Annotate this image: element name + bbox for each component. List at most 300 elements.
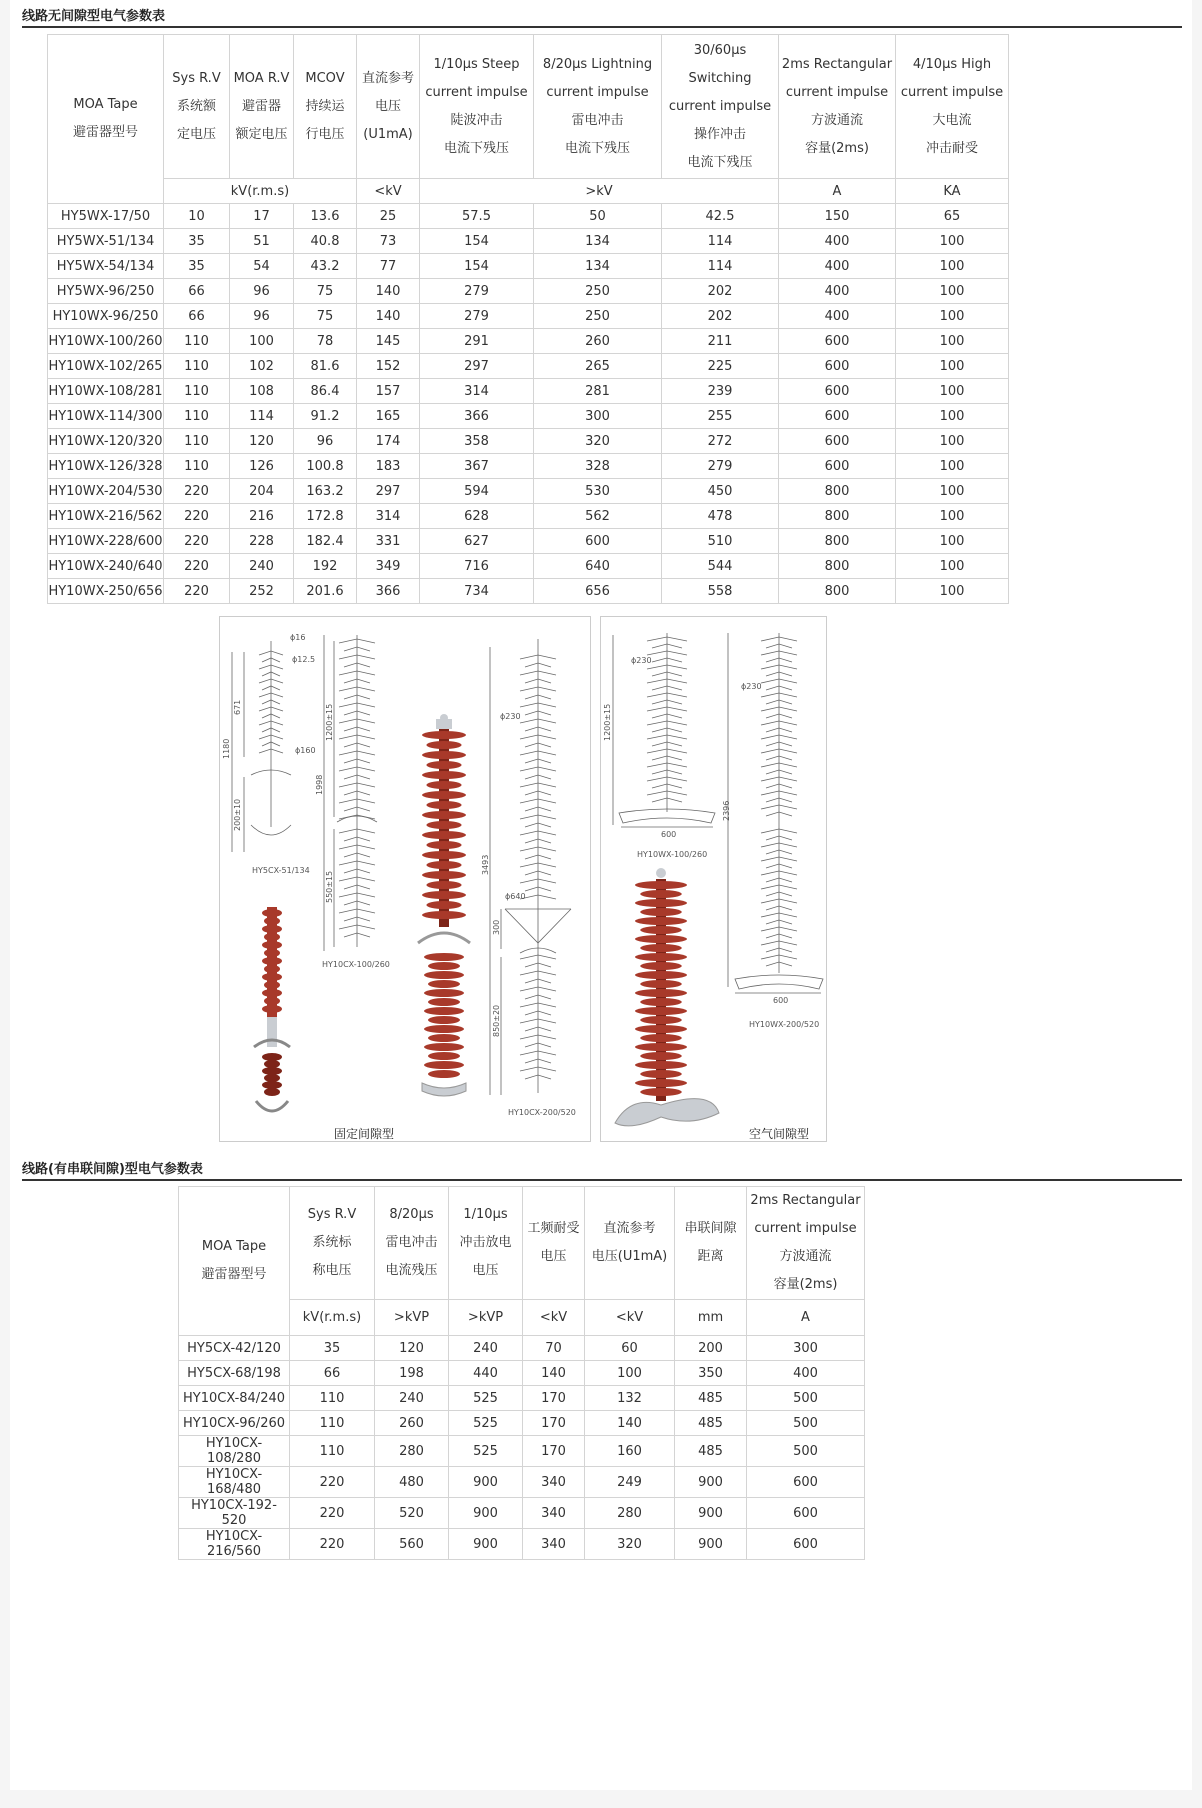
value-cell: 530	[534, 479, 662, 504]
table-body	[48, 204, 1009, 604]
value-cell: 77	[357, 254, 420, 279]
value-cell: 140	[357, 304, 420, 329]
model-cell: HY10WX-204/530	[48, 479, 164, 504]
value-cell: 220	[164, 529, 230, 554]
table-units-row	[48, 179, 1009, 204]
value-cell: 600	[747, 1467, 865, 1498]
value-cell: 157	[357, 379, 420, 404]
shed-disc	[635, 917, 687, 925]
value-cell: 500	[747, 1411, 865, 1436]
dim-label: 1180	[222, 738, 231, 759]
dim-label: 850±20	[492, 1004, 501, 1037]
value-cell: 367	[420, 454, 534, 479]
air-gap-figure-panel	[600, 616, 827, 1142]
value-cell: 140	[357, 279, 420, 304]
table-row	[48, 354, 1009, 379]
table-row	[48, 529, 1009, 554]
model-cell: HY10WX-96/250	[48, 304, 164, 329]
shed-disc	[424, 1025, 464, 1033]
model-cell: HY10CX-96/260	[179, 1411, 290, 1436]
dim-label: 300	[492, 919, 501, 935]
value-cell: 900	[675, 1467, 747, 1498]
shed-disc	[424, 1043, 464, 1051]
value-cell: 132	[585, 1386, 675, 1411]
shed-disc	[422, 911, 466, 919]
dim-label: ϕ230	[631, 656, 652, 665]
shed-disc	[426, 801, 461, 809]
value-cell: 500	[747, 1386, 865, 1411]
dim-label: 1998	[315, 774, 324, 795]
header-rectangular: 2ms Rectangular current impulse 方波通流 容量(2ms)	[779, 35, 896, 179]
shed-disc	[264, 933, 280, 941]
value-cell: 170	[523, 1411, 585, 1436]
arrester-photo-small	[254, 907, 290, 1111]
header-mcov: MCOV 持续运 行电压	[294, 35, 357, 179]
value-cell: 35	[164, 229, 230, 254]
table-row	[179, 1498, 865, 1529]
value-cell: 525	[449, 1436, 523, 1467]
shed-disc	[262, 1053, 282, 1061]
shed-disc	[264, 1088, 280, 1096]
value-cell: 100	[896, 529, 1009, 554]
value-cell: 366	[357, 579, 420, 604]
value-cell: 340	[523, 1498, 585, 1529]
shed-disc	[635, 971, 687, 979]
value-cell: 240	[449, 1336, 523, 1361]
header-high-current: 4/10μs High current impulse 大电流 冲击耐受	[896, 35, 1009, 179]
value-cell: 73	[357, 229, 420, 254]
value-cell: 120	[375, 1336, 449, 1361]
shed-disc	[426, 861, 461, 869]
fixed-gap-figure-panel	[219, 616, 591, 1142]
value-cell: 40.8	[294, 229, 357, 254]
model-cell: HY5CX-42/120	[179, 1336, 290, 1361]
table-series-gap-params	[178, 1186, 865, 1560]
model-cell: HY10CX-216/560	[179, 1529, 290, 1560]
dim-label: 550±15	[325, 870, 334, 903]
shed-disc	[422, 731, 466, 739]
shed-disc	[640, 1070, 682, 1078]
air-gap-drawings	[601, 617, 826, 1141]
value-cell: 328	[534, 454, 662, 479]
value-cell: 400	[779, 304, 896, 329]
value-cell: 220	[290, 1529, 375, 1560]
shed-disc	[426, 761, 461, 769]
table-header-row	[179, 1187, 865, 1300]
value-cell: 485	[675, 1411, 747, 1436]
header-model: MOA Tape 避雷器型号	[179, 1187, 290, 1336]
table-row	[179, 1529, 865, 1560]
value-cell: 240	[230, 554, 294, 579]
value-cell: 114	[662, 229, 779, 254]
value-cell: 260	[375, 1411, 449, 1436]
shed-disc	[262, 1005, 282, 1013]
value-cell: 734	[420, 579, 534, 604]
value-cell: 800	[779, 579, 896, 604]
value-cell: 140	[523, 1361, 585, 1386]
shed-disc	[426, 741, 461, 749]
header-dc-ref: 直流参考 电压(U1mA)	[585, 1187, 675, 1300]
value-cell: 600	[779, 429, 896, 454]
value-cell: 252	[230, 579, 294, 604]
value-cell: 600	[779, 404, 896, 429]
model-cell: HY10WX-102/265	[48, 354, 164, 379]
value-cell: 249	[585, 1467, 675, 1498]
value-cell: 320	[534, 429, 662, 454]
model-label: HY10WX-100/260	[637, 850, 708, 859]
dim-label: 600	[661, 830, 677, 839]
shed-disc	[635, 881, 687, 889]
table-header-row	[48, 35, 1009, 179]
table-row	[48, 479, 1009, 504]
unit-cell: mm	[675, 1300, 747, 1336]
dim-label: ϕ640	[505, 892, 526, 901]
shed-disc	[426, 901, 461, 909]
table-row	[48, 579, 1009, 604]
value-cell: 250	[534, 304, 662, 329]
value-cell: 216	[230, 504, 294, 529]
unit-cell: <kV	[523, 1300, 585, 1336]
shed-disc	[428, 1070, 460, 1078]
value-cell: 165	[357, 404, 420, 429]
value-cell: 291	[420, 329, 534, 354]
shed-disc	[640, 1034, 682, 1042]
value-cell: 100	[896, 554, 1009, 579]
value-cell: 628	[420, 504, 534, 529]
value-cell: 201.6	[294, 579, 357, 604]
section1-title: 线路无间隙型电气参数表	[22, 9, 166, 24]
value-cell: 110	[164, 429, 230, 454]
value-cell: 600	[779, 329, 896, 354]
value-cell: 172.8	[294, 504, 357, 529]
header-power-freq: 工频耐受 电压	[523, 1187, 585, 1300]
shed-disc	[424, 1007, 464, 1015]
model-label: HY10WX-200/520	[749, 1020, 820, 1029]
value-cell: 110	[290, 1436, 375, 1467]
shed-disc	[640, 944, 682, 952]
shed-disc	[635, 1007, 687, 1015]
dim-label: ϕ230	[500, 712, 521, 721]
value-cell: 366	[420, 404, 534, 429]
unit-cell: >kVP	[375, 1300, 449, 1336]
shed-disc	[640, 1052, 682, 1060]
value-cell: 280	[585, 1498, 675, 1529]
model-cell: HY10CX-192-520	[179, 1498, 290, 1529]
model-label: HY10CX-100/260	[322, 960, 390, 969]
shed-disc	[262, 1081, 282, 1089]
table-row	[179, 1467, 865, 1498]
value-cell: 485	[675, 1386, 747, 1411]
value-cell: 272	[662, 429, 779, 454]
value-cell: 10	[164, 204, 230, 229]
value-cell: 900	[675, 1498, 747, 1529]
table-row	[179, 1361, 865, 1386]
value-cell: 25	[357, 204, 420, 229]
shed-disc	[264, 949, 280, 957]
shed-disc	[426, 781, 461, 789]
value-cell: 65	[896, 204, 1009, 229]
value-cell: 255	[662, 404, 779, 429]
value-cell: 300	[534, 404, 662, 429]
value-cell: 126	[230, 454, 294, 479]
dim-label: 3493	[481, 854, 490, 875]
value-cell: 281	[534, 379, 662, 404]
value-cell: 279	[662, 454, 779, 479]
value-cell: 320	[585, 1529, 675, 1560]
value-cell: 120	[230, 429, 294, 454]
shed-disc	[422, 851, 466, 859]
value-cell: 110	[164, 454, 230, 479]
value-cell: 900	[449, 1529, 523, 1560]
value-cell: 220	[164, 479, 230, 504]
value-cell: 78	[294, 329, 357, 354]
value-cell: 110	[164, 329, 230, 354]
model-cell: HY10CX-108/280	[179, 1436, 290, 1467]
unit-cell: >kVP	[449, 1300, 523, 1336]
value-cell: 220	[290, 1467, 375, 1498]
value-cell: 75	[294, 304, 357, 329]
dim-label: ϕ16	[290, 633, 306, 642]
header-rectangular: 2ms Rectangular current impulse 方波通流 容量(2ms)	[747, 1187, 865, 1300]
value-cell: 800	[779, 479, 896, 504]
value-cell: 500	[747, 1436, 865, 1467]
shed-disc	[424, 1061, 464, 1069]
shed-disc	[262, 941, 282, 949]
value-cell: 510	[662, 529, 779, 554]
value-cell: 160	[585, 1436, 675, 1467]
value-cell: 228	[230, 529, 294, 554]
table-row	[179, 1386, 865, 1411]
value-cell: 560	[375, 1529, 449, 1560]
shed-disc	[640, 1088, 682, 1096]
value-cell: 202	[662, 279, 779, 304]
shed-disc	[262, 957, 282, 965]
value-cell: 562	[534, 504, 662, 529]
header-steep: 1/10μs Steep current impulse 陡波冲击 电流下残压	[420, 35, 534, 179]
value-cell: 198	[375, 1361, 449, 1386]
value-cell: 204	[230, 479, 294, 504]
value-cell: 152	[357, 354, 420, 379]
shed-disc	[635, 935, 687, 943]
value-cell: 225	[662, 354, 779, 379]
value-cell: 86.4	[294, 379, 357, 404]
value-cell: 134	[534, 229, 662, 254]
value-cell: 211	[662, 329, 779, 354]
value-cell: 800	[779, 529, 896, 554]
header-moa-rv: MOA R.V 避雷器 额定电压	[230, 35, 294, 179]
value-cell: 300	[747, 1336, 865, 1361]
value-cell: 640	[534, 554, 662, 579]
value-cell: 100	[896, 254, 1009, 279]
header-lightning: 8/20μs 雷电冲击 电流残压	[375, 1187, 449, 1300]
value-cell: 480	[375, 1467, 449, 1498]
table-row	[179, 1436, 865, 1467]
model-cell: HY5CX-68/198	[179, 1361, 290, 1386]
dim-label: 2396	[722, 800, 731, 821]
shed-disc	[428, 998, 460, 1006]
shed-disc	[426, 881, 461, 889]
shed-disc	[262, 925, 282, 933]
shed-disc	[635, 1079, 687, 1087]
shed-disc	[640, 890, 682, 898]
value-cell: 110	[164, 379, 230, 404]
dim-label: 671	[233, 699, 242, 715]
value-cell: 314	[357, 504, 420, 529]
value-cell: 544	[662, 554, 779, 579]
shed-disc	[428, 1052, 460, 1060]
value-cell: 13.6	[294, 204, 357, 229]
unit-cell: KA	[896, 179, 1009, 204]
shed-disc	[635, 899, 687, 907]
value-cell: 100	[230, 329, 294, 354]
arrester-photo-air-gap	[615, 868, 719, 1126]
value-cell: 314	[420, 379, 534, 404]
shed-disc	[428, 1016, 460, 1024]
value-cell: 66	[164, 279, 230, 304]
value-cell: 600	[747, 1529, 865, 1560]
value-cell: 163.2	[294, 479, 357, 504]
table-row	[48, 304, 1009, 329]
header-lightning: 8/20μs Lightning current impulse 雷电冲击 电流下残压	[534, 35, 662, 179]
value-cell: 297	[357, 479, 420, 504]
shed-disc	[424, 971, 464, 979]
table-row	[48, 454, 1009, 479]
value-cell: 220	[290, 1498, 375, 1529]
value-cell: 91.2	[294, 404, 357, 429]
model-cell: HY10CX-168/480	[179, 1467, 290, 1498]
value-cell: 250	[534, 279, 662, 304]
unit-cell: kV(r.m.s)	[164, 179, 357, 204]
shed-disc	[426, 841, 461, 849]
unit-cell: kV(r.m.s)	[290, 1300, 375, 1336]
value-cell: 340	[523, 1529, 585, 1560]
value-cell: 100	[585, 1361, 675, 1386]
dim-label: ϕ160	[295, 746, 316, 755]
value-cell: 140	[585, 1411, 675, 1436]
shed-disc	[264, 981, 280, 989]
value-cell: 35	[164, 254, 230, 279]
value-cell: 100	[896, 229, 1009, 254]
model-cell: HY10WX-126/328	[48, 454, 164, 479]
fixed-gap-caption: 固定间隙型	[334, 1127, 395, 1141]
shed-disc	[640, 926, 682, 934]
table-row	[48, 554, 1009, 579]
value-cell: 42.5	[662, 204, 779, 229]
value-cell: 279	[420, 304, 534, 329]
value-cell: 114	[230, 404, 294, 429]
value-cell: 110	[290, 1411, 375, 1436]
header-sys-rv: Sys R.V 系统标 称电压	[290, 1187, 375, 1300]
value-cell: 600	[779, 354, 896, 379]
value-cell: 400	[779, 254, 896, 279]
value-cell: 60	[585, 1336, 675, 1361]
value-cell: 100	[896, 504, 1009, 529]
value-cell: 600	[747, 1498, 865, 1529]
table-row	[48, 404, 1009, 429]
table-row	[48, 204, 1009, 229]
value-cell: 202	[662, 304, 779, 329]
shed-disc	[262, 973, 282, 981]
header-impulse-spark: 1/10μs 冲击放电 电压	[449, 1187, 523, 1300]
header-model: MOA Tape 避雷器型号	[48, 35, 164, 204]
value-cell: 96	[230, 304, 294, 329]
value-cell: 108	[230, 379, 294, 404]
unit-cell: <kV	[357, 179, 420, 204]
shed-disc	[640, 1016, 682, 1024]
shed-disc	[426, 821, 461, 829]
value-cell: 81.6	[294, 354, 357, 379]
model-cell: HY10WX-108/281	[48, 379, 164, 404]
model-label: HY5CX-51/134	[252, 866, 310, 875]
value-cell: 102	[230, 354, 294, 379]
table-row	[48, 429, 1009, 454]
value-cell: 170	[523, 1386, 585, 1411]
shed-disc	[422, 871, 466, 879]
model-cell: HY10WX-114/300	[48, 404, 164, 429]
value-cell: 182.4	[294, 529, 357, 554]
table-row	[179, 1336, 865, 1361]
value-cell: 170	[523, 1436, 585, 1467]
model-cell: HY10WX-120/320	[48, 429, 164, 454]
value-cell: 51	[230, 229, 294, 254]
value-cell: 35	[290, 1336, 375, 1361]
shed-disc	[640, 962, 682, 970]
shed-disc	[640, 908, 682, 916]
value-cell: 265	[534, 354, 662, 379]
model-cell: HY10WX-250/656	[48, 579, 164, 604]
table-row	[48, 254, 1009, 279]
fixed-gap-drawings	[220, 617, 590, 1141]
value-cell: 96	[294, 429, 357, 454]
table-body	[179, 1336, 865, 1560]
arrester-photo-large	[418, 714, 470, 1096]
table-no-gap-params	[47, 34, 1009, 604]
value-cell: 600	[534, 529, 662, 554]
section2-rule	[22, 1179, 1182, 1181]
value-cell: 900	[449, 1467, 523, 1498]
value-cell: 100	[896, 454, 1009, 479]
value-cell: 525	[449, 1411, 523, 1436]
shed-disc	[262, 909, 282, 917]
value-cell: 558	[662, 579, 779, 604]
value-cell: 100.8	[294, 454, 357, 479]
value-cell: 900	[675, 1529, 747, 1560]
value-cell: 114	[662, 254, 779, 279]
dim-label: 600	[773, 996, 789, 1005]
shed-disc	[422, 791, 466, 799]
unit-cell: <kV	[585, 1300, 675, 1336]
value-cell: 66	[164, 304, 230, 329]
value-cell: 340	[523, 1467, 585, 1498]
value-cell: 100	[896, 579, 1009, 604]
shed-disc	[422, 771, 466, 779]
value-cell: 150	[779, 204, 896, 229]
value-cell: 100	[896, 279, 1009, 304]
value-cell: 100	[896, 354, 1009, 379]
shed-disc	[422, 751, 466, 759]
value-cell: 349	[357, 554, 420, 579]
value-cell: 350	[675, 1361, 747, 1386]
table-row	[48, 229, 1009, 254]
shed-disc	[424, 953, 464, 961]
unit-cell: A	[747, 1300, 865, 1336]
value-cell: 331	[357, 529, 420, 554]
shed-disc	[262, 989, 282, 997]
value-cell: 600	[779, 454, 896, 479]
shed-disc	[422, 891, 466, 899]
value-cell: 154	[420, 229, 534, 254]
section1-rule	[22, 26, 1182, 28]
